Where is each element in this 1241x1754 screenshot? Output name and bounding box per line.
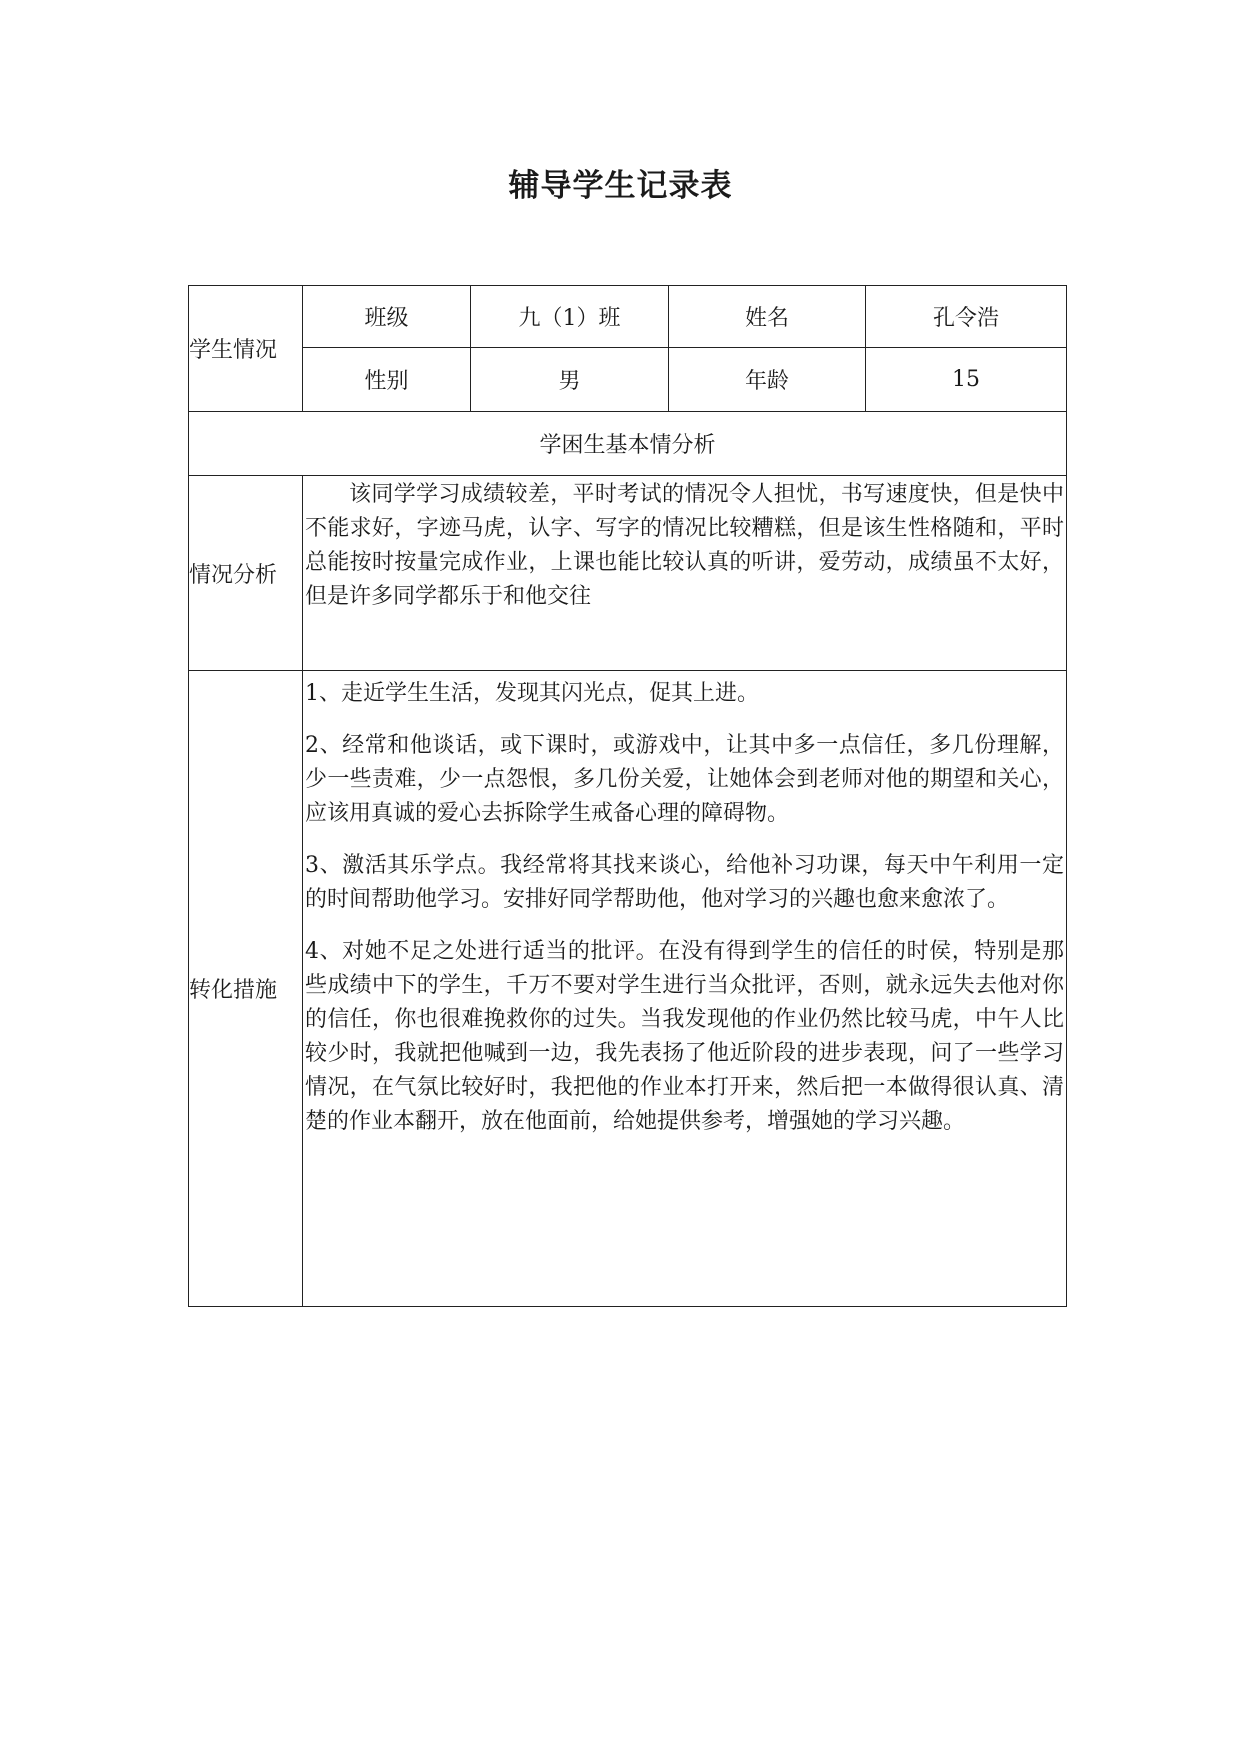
table-row [189, 476, 1067, 671]
table-row [189, 412, 1067, 476]
situation-text: 该同学学习成绩较差，平时考试的情况令人担忧，书写速度快，但是快中不能求好，字迹马虎，认字、写字的情况比较糟糕，但是该生性格随和，平时总能按时按量完成作业，上课也能比较认真的听讲，爱劳动，成绩虽不太好，但是许多同学都乐于和他交往 [305, 482, 1064, 609]
age-value: 15 [866, 348, 1067, 412]
situation-cell [303, 476, 1067, 671]
measure-item-3: 3、激活其乐学点。我经常将其找来谈心，给他补习功课，每天中午利用一定的时间帮助他学习。安排好同学帮助他，他对学习的兴趣也愈来愈浓了。 [305, 853, 1064, 912]
name-value: 孔令浩 [866, 286, 1067, 348]
class-value: 九（1）班 [471, 286, 669, 348]
gender-label: 性别 [303, 348, 471, 412]
page-title: 辅导学生记录表 [508, 168, 733, 204]
student-info-label: 学生情况 [189, 286, 303, 412]
class-label: 班级 [303, 286, 471, 348]
name-label: 姓名 [669, 286, 866, 348]
situation-label: 情况分析 [189, 476, 303, 671]
measures-label: 转化措施 [189, 671, 303, 1307]
record-table [188, 285, 1067, 1307]
gender-value: 男 [471, 348, 669, 412]
measures-list [303, 671, 1066, 1139]
measure-item-2: 2、经常和他谈话，或下课时，或游戏中，让其中多一点信任，多几份理解，少一些责难，少一点怨恨，多几份关爱，让她体会到老师对他的期望和关心，应该用真诚的爱心去拆除学生戒备心理的障碍物。 [305, 733, 1064, 826]
analysis-header: 学困生基本情分析 [189, 412, 1067, 476]
table-row [189, 671, 1067, 1307]
table-row [189, 286, 1067, 348]
measures-cell [303, 671, 1067, 1307]
measure-item-4: 4、对她不足之处进行适当的批评。在没有得到学生的信任的时侯，特别是那些成绩中下的学生，千万不要对学生进行当众批评，否则，就永远失去他对你的信任，你也很难挽救你的过失。当我发现他的作业仍然比较马虎，中午人比较少时，我就把他喊到一边，我先表扬了他近阶段的进步表现，问了一些学习情况，在气氛比较好时，我把他的作业本打开来，然后把一本做得很认真、清楚的作业本翻开，放在他面前，给她提供参考，增强她的学习兴趣。 [305, 939, 1064, 1134]
age-label: 年龄 [669, 348, 866, 412]
table-row [189, 348, 1067, 412]
measure-item-1: 1、走近学生生活，发现其闪光点，促其上进。 [305, 681, 759, 706]
